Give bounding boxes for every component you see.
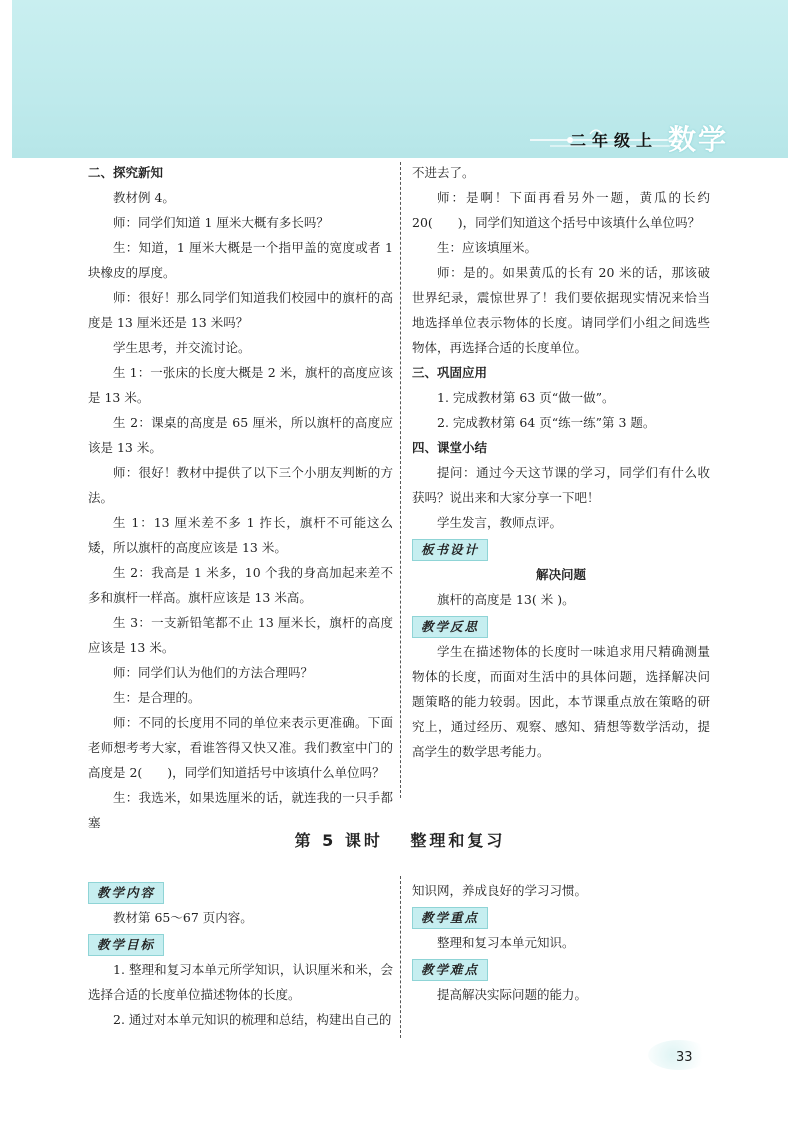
lesson-title: 第 5 课时 整理和复习	[294, 831, 506, 850]
section-tag: 教学内容	[88, 882, 164, 904]
paragraph: 师：很好！教材中提供了以下三个小朋友判断的方法。	[88, 465, 393, 505]
paragraph: 知识网，养成良好的学习习惯。	[412, 883, 588, 898]
paragraph: 师：是啊！下面再看另外一题，黄瓜的长约 20( )，同学们知道这个括号中该填什么单位吗？	[412, 190, 710, 230]
section-heading: 二、探究新知	[88, 165, 164, 180]
paragraph: 1. 整理和复习本单元所学知识，认识厘米和米，会选择合适的长度单位描述物体的长度。	[88, 962, 393, 1002]
paragraph: 学生发言，教师点评。	[437, 515, 563, 530]
column-top-right	[412, 160, 710, 764]
page-number: 33	[676, 1050, 693, 1065]
column-bottom-left	[88, 878, 393, 1032]
paragraph: 旗杆的高度是 13( 米 )。	[437, 592, 575, 607]
paragraph: 生：我选米，如果选厘米的话，就连我的一只手都塞	[88, 790, 393, 830]
section-heading: 四、课堂小结	[412, 440, 488, 455]
paragraph: 师：同学们认为他们的方法合理吗？	[113, 665, 314, 680]
paragraph: 2. 通过对本单元知识的梳理和总结，构建出自己的	[113, 1012, 392, 1027]
section-tag: 教学目标	[88, 934, 164, 956]
paragraph: 生 3：一支新铅笔都不止 13 厘米长，旗杆的高度应该是 13 米。	[88, 615, 393, 655]
section-tag: 教学反思	[412, 616, 488, 638]
paragraph: 生：应该填厘米。	[437, 240, 538, 255]
section-tag: 教学难点	[412, 959, 488, 981]
column-bottom-right	[412, 878, 710, 1007]
section-heading: 三、巩固应用	[412, 365, 488, 380]
grade-label: 二年级上	[570, 131, 659, 150]
paragraph: 生：是合理的。	[113, 690, 201, 705]
paragraph: 师：同学们知道 1 厘米大概有多长吗？	[113, 215, 329, 230]
paragraph: 1. 完成教材第 63 页“做一做”。	[437, 390, 615, 405]
paragraph: 师：不同的长度用不同的单位来表示更准确。下面老师想考考大家，看谁答得又快又准。我们教室中门的高度是 2( )，同学们知道括号中该填什么单位吗？	[88, 715, 393, 780]
paragraph: 生 1：13 厘米差不多 1 拃长，旗杆不可能这么矮，所以旗杆的高度应该是 13 米。	[88, 515, 393, 555]
paragraph: 提问：通过今天这节课的学习，同学们有什么收获吗？说出来和大家分享一下吧！	[412, 465, 710, 505]
brand-logo: 数学	[668, 123, 729, 156]
paragraph: 师：是的。如果黄瓜的长有 20 米的话，那该破世界纪录，震惊世界了！我们要依据现实情况来恰当地选择单位表示物体的长度。请同学们小组之间选些物体，再选择合适的长度单位。	[412, 265, 710, 355]
paragraph: 师：很好！那么同学们知道我们校园中的旗杆的高度是 13 厘米还是 13 米吗？	[88, 290, 393, 330]
section-tag: 教学重点	[412, 907, 488, 929]
column-divider	[400, 876, 403, 1038]
paragraph: 教材例 4。	[113, 190, 175, 205]
paragraph: 生：知道，1 厘米大概是一个指甲盖的宽度或者 1 块橡皮的厚度。	[88, 240, 393, 280]
paragraph: 学生在描述物体的长度时一味追求用尺精确测量物体的长度，而面对生活中的具体问题，选择解决问题策略的能力较弱。因此，本节课重点放在策略的研究上，通过经历、观察、感知、猜想等数学活动，提高学生的数学思考能力。	[412, 644, 710, 759]
paragraph: 生 1：一张床的长度大概是 2 米，旗杆的高度应该是 13 米。	[88, 365, 393, 405]
paragraph: 学生思考，并交流讨论。	[113, 340, 251, 355]
column-divider	[400, 162, 403, 798]
paragraph: 教材第 65～67 页内容。	[113, 910, 253, 925]
board-title: 解决问题	[535, 567, 586, 582]
paragraph: 2. 完成教材第 64 页“练一练”第 3 题。	[437, 415, 656, 430]
paragraph: 不进去了。	[412, 165, 475, 180]
column-top-left	[88, 160, 393, 835]
paragraph: 提高解决实际问题的能力。	[437, 987, 588, 1002]
paragraph: 整理和复习本单元知识。	[437, 935, 575, 950]
section-tag: 板书设计	[412, 539, 488, 561]
paragraph: 生 2：课桌的高度是 65 厘米，所以旗杆的高度应该是 13 米。	[88, 415, 393, 455]
paragraph: 生 2：我高是 1 米多，10 个我的身高加起来差不多和旗杆一样高。旗杆应该是 13 米高。	[88, 565, 393, 605]
